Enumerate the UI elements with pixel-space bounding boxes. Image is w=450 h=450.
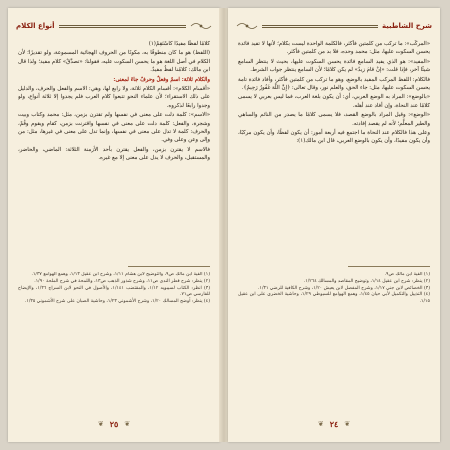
footnotes: [18, 272, 210, 414]
page-number-area: [8, 418, 220, 430]
section-heading: والكلام ثلاثة: اسمٌ وفعلٌ وحرفٌ جاءَ لمعنى:: [113, 76, 210, 83]
paragraph: «المفيد»: هو الذي يفيد السامع فائدة يحسن السكوت عليها، بحيث لا ينتظر السامع شيئًا آخر، فإذا قلت: «إنْ قامَ زيدٌ» لم يكن كلامًا؛ لأن السامع ينتظر جواب الشرط.: [238, 58, 430, 74]
paragraph: «الوضع»: وقيل المراد بالوضع القصد، فلا يسمى كلامًا ما يصدر من النائم والساهي والطير المعلَّم؛ لأنه لم يقصد إفادته.: [238, 112, 430, 127]
leaf-ornament-icon: ❦: [97, 420, 104, 428]
footnote-divider: [348, 266, 430, 267]
paragraph: (اللفظ) هو ما كان منطوقًا به، مكونًا من الحروف الهجائية المسموعة، ولو تقديرًا؛ لأن الكلام في أصل اللغة هو ما يحسن السكوت عليه، فقولنا: «تصدَّقْ» كلام مفيد؛ ولذا قال ابن مالك: كلامُنا لفظٌ مفيدٌ.: [18, 50, 210, 74]
paragraph: فالكلام: اللفظ المركب المفيد بالوضع، وهو ما تركب من كلمتين فأكثر، وأفاد فائدة تامة يحسن السكوت عليها، مثل: جاء الحق، والعلم نور، وقال تعالى: ﴿إِنَّ اللَّهَ غَفُورٌ رَحِيمٌ﴾.: [238, 76, 430, 92]
leaf-ornament-icon: ❦: [124, 420, 131, 428]
main-text: [18, 40, 210, 262]
paragraph: فالاسم لا يقترن بزمن، والفعل يقترن بأحد الأزمنة الثلاثة: الماضي، والحاضر، والمستقبل، والحرف لا يدل على معنى إلا مع غيره.: [18, 146, 210, 162]
ornament-icon: [190, 21, 212, 31]
footnote: (٣) انظر: الكتاب لسيبويه ١/١٢، والمقتضب ١/١٤١، والأصول في النحو لابن السراج ١/٣٦، والإيضاح للفارسي ص٧١.: [18, 285, 210, 298]
footnote: (٤) التذييل والتكميل لأبي حيان ١/٤٥، وهمع الهوامع للسيوطي ١/٢٩، وحاشية الخضري على ابن عقيل ١/١٥.: [238, 292, 430, 305]
footnote-divider: [128, 266, 210, 267]
paragraph: «أقسام الكلام»: أقسام الكلام ثلاثة، ولا رابع لها، وهي: الاسم والفعل والحرف، والدليل على ذلك الاستقراء؛ لأن علماء النحو تتبعوا كلام العرب فلم يجدوا إلا ثلاثة أنواع، ولو وجدوا رابعًا لذكروه.: [18, 86, 210, 109]
footnote: (٣) الخصائص لابن جني ١/١٧، وشرح المفصل لابن يعيش ١/٢٠، وشرح الكافية للرضي ١/٣١.: [258, 285, 430, 291]
left-page: [8, 8, 220, 442]
header-rule: [59, 25, 186, 28]
page-number: ٢٥: [109, 419, 119, 429]
footnote: (٢) ينظر: شرح ابن عقيل ١/١٤، وتوضيح المقاصد والمسالك ١/٢٦٤.: [303, 278, 430, 284]
running-title: شرح الشاطبية: [381, 22, 432, 30]
page-number-area: [228, 418, 440, 430]
page-number: ٢٤: [329, 419, 339, 429]
footnote: (١) ألفية ابن مالك ص٩.: [384, 272, 430, 277]
leaf-ornament-icon: ❦: [344, 420, 351, 428]
footnote: (٤) ينظر: أوضح المسالك ١/٢٠، وشرح الأشموني ١/٢٣، وحاشية الصبان على شرح الأشموني ١/٣٥.: [24, 299, 210, 305]
ornament-icon: [236, 21, 258, 31]
main-text: [238, 40, 430, 262]
paragraph: «المركّب»: ما تركب من كلمتين فأكثر، فالكلمة الواحدة ليست بكلام؛ لأنها لا تفيد فائدة يحسن السكوت عليها، مثل: محمد وحده، فلا بد من كلمتين فأكثر.: [238, 41, 430, 56]
left-page-header: [16, 18, 212, 34]
paragraph: وعلى هذا فالكلام عند النحاة ما اجتمع فيه أربعة أمور: أن يكون لفظًا، وأن يكون مركبًا، وأن يكون مفيدًا، وأن يكون بالوضع العربي، قال ابن مالك(١):: [238, 130, 430, 145]
footnotes: [238, 272, 430, 414]
paragraph: «بالوضع»: المراد به الوضع العربي، أي: أن يكون بلغة العرب، فما ليس بعربي لا يسمى كلامًا عند النحاة، وإن أفاد عند أهله.: [238, 94, 430, 109]
paragraph: كلامًا لفظًا مفيدًا كاسْتَقِمْ(١): [148, 41, 210, 47]
right-page-header: [236, 18, 432, 34]
footnote: (٢) ينظر: شرح قطر الندى ص١١، وشرح شذور الذهب ص١٣، واللمحة في شرح الملحة ١/٩٠.: [34, 278, 210, 284]
footnote: (١) ألفية ابن مالك ص٩، والتوضيح لابن هشام ١/١١، وشرح ابن عقيل ١/١٣، وهمع الهوامع ١/٣٧.: [31, 272, 210, 277]
running-title: أنواع الكلام: [16, 22, 55, 30]
right-page: [228, 8, 440, 442]
leaf-ornament-icon: ❦: [317, 420, 324, 428]
header-rule: [262, 25, 378, 28]
paragraph: «الاسم»: كلمة دلت على معنى في نفسها ولم تقترن بزمن، مثل: محمد وكتاب وبيت وشجرة، والفعل: كلمة دلت على معنى في نفسها واقترنت بزمن، كقام ويقوم وقُمْ، والحرف: كلمة لا تدل على معنى في نفسها، وإنما تدل على معنى في غيرها، مثل: من وإلى وعن وعلى وفي.: [18, 112, 210, 144]
